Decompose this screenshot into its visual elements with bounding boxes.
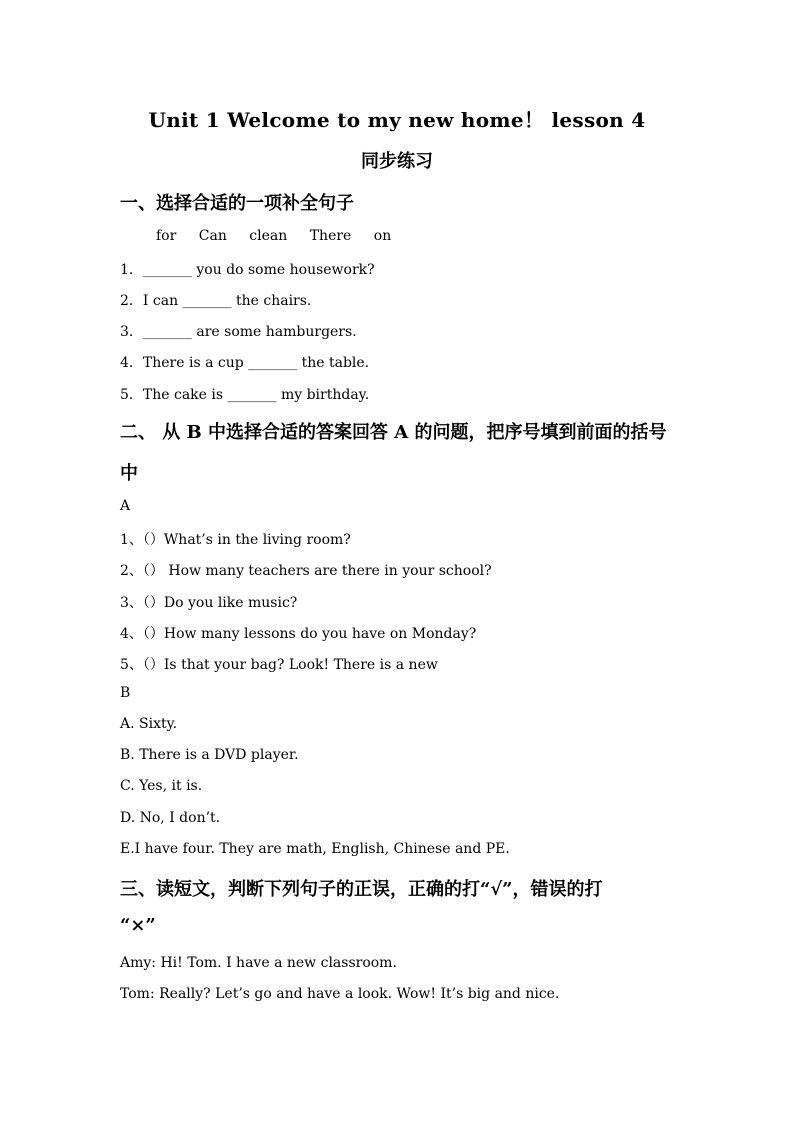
fill-blank-item: 2．I can _______ the chairs. bbox=[120, 293, 312, 309]
section2-heading: 二、 从 B 中选择合适的答案回答 A 的问题，把序号填到前面的括号 bbox=[120, 422, 667, 443]
section2-heading-cont: 中 bbox=[120, 463, 138, 484]
section3-heading-cont: “×” bbox=[120, 915, 156, 936]
fill-blank-item: 3．_______ are some hamburgers. bbox=[120, 324, 357, 340]
question-item: 3、（）Do you like music? bbox=[120, 595, 298, 611]
question-item: 5、（）Is that your bag? Look! There is a new bbox=[120, 657, 438, 673]
passage-line: Tom: Really? Let’s go and have a look. Wow! It’s big and nice. bbox=[120, 986, 560, 1002]
word-bank-item: on bbox=[373, 228, 392, 244]
question-item: 2、（） How many teachers are there in your school? bbox=[120, 563, 492, 579]
fill-blank-item: 1．_______ you do some housework? bbox=[120, 262, 375, 278]
page-title: Unit 1 Welcome to my new home！ lesson 4 bbox=[148, 108, 646, 132]
fill-blank-item: 5．The cake is _______ my birthday. bbox=[120, 387, 370, 403]
answer-item: A. Sixty. bbox=[120, 716, 178, 732]
passage-line: Amy: Hi! Tom. I have a new classroom. bbox=[120, 955, 397, 971]
question-item: 1、（）What’s in the living room? bbox=[120, 532, 351, 548]
fill-blank-item: 4．There is a cup _______ the table. bbox=[120, 355, 370, 371]
word-bank bbox=[156, 228, 409, 244]
answer-item: B. There is a DVD player. bbox=[120, 747, 299, 763]
word-bank-item: Can bbox=[198, 228, 227, 244]
section3-heading: 三、读短文，判断下列句子的正误，正确的打“√”，错误的打 bbox=[120, 879, 603, 900]
page-subtitle: 同步练习 bbox=[361, 151, 433, 172]
answer-item: D. No, I don’t. bbox=[120, 810, 221, 826]
answer-item: C. Yes, it is. bbox=[120, 778, 203, 794]
list-b-label: B bbox=[120, 685, 131, 701]
word-bank-item: clean bbox=[249, 228, 288, 244]
answer-item: E.I have four. They are math, English, Chinese and PE. bbox=[120, 841, 510, 857]
word-bank-item: for bbox=[156, 228, 177, 244]
question-item: 4、（）How many lessons do you have on Monday? bbox=[120, 626, 477, 642]
word-bank-item: There bbox=[309, 228, 352, 244]
list-a-label: A bbox=[120, 498, 131, 514]
section1-heading: 一、选择合适的一项补全句子 bbox=[120, 193, 354, 214]
